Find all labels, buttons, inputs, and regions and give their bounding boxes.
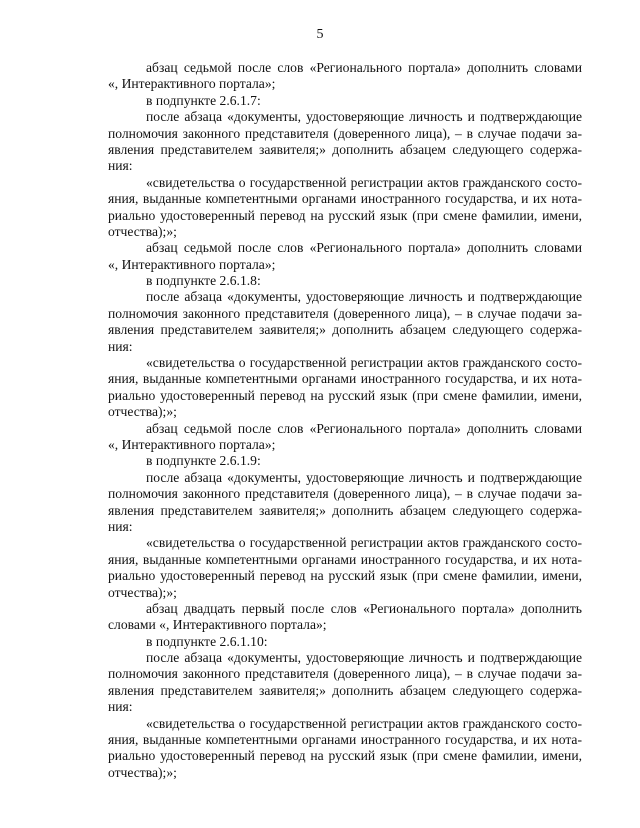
text-line: «свидетельства о государственной регистрации актов гражданского состо- — [146, 174, 582, 190]
text-line: отчества);»; — [108, 223, 177, 239]
text-line: полномочия законного представителя (доверенного лица), – в случае подачи за- — [108, 305, 582, 321]
text-line: в подпункте 2.6.1.10: — [146, 633, 268, 649]
text-line: отчества);»; — [108, 404, 177, 420]
text-line: абзац седьмой после слов «Регионального портала» дополнить словами — [146, 420, 582, 436]
text-line: отчества);»; — [108, 764, 177, 780]
text-line: яния, выданные компетентными органами иностранного государства, и их нота- — [108, 371, 582, 387]
text-line: абзац седьмой после слов «Регионального портала» дополнить словами — [146, 240, 582, 256]
text-line: после абзаца «документы, удостоверяющие личность и подтверждающие — [146, 109, 582, 125]
text-line: риально удостоверенный перевод на русский язык (при смене фамилии, имени, — [108, 387, 582, 403]
text-line: после абзаца «документы, удостоверяющие личность и подтверждающие — [146, 469, 582, 485]
text-line: ния: — [108, 699, 133, 715]
text-line: «, Интерактивного портала»; — [108, 76, 276, 92]
text-line: полномочия законного представителя (доверенного лица), – в случае подачи за- — [108, 486, 582, 502]
text-line: после абзаца «документы, удостоверяющие личность и подтверждающие — [146, 650, 582, 666]
text-line: после абзаца «документы, удостоверяющие личность и подтверждающие — [146, 289, 582, 305]
text-line: в подпункте 2.6.1.8: — [146, 273, 261, 289]
text-line: явления представителем заявителя;» дополнить абзацем следующего содержа- — [108, 322, 582, 338]
text-line: абзац двадцать первый после слов «Регионального портала» дополнить — [146, 600, 582, 616]
text-line: «, Интерактивного портала»; — [108, 436, 276, 452]
text-line: полномочия законного представителя (доверенного лица), – в случае подачи за- — [108, 125, 582, 141]
text-line: ния: — [108, 158, 133, 174]
text-line: «свидетельства о государственной регистрации актов гражданского состо- — [146, 535, 582, 551]
text-line: явления представителем заявителя;» дополнить абзацем следующего содержа- — [108, 682, 582, 698]
text-line: «свидетельства о государственной регистрации актов гражданского состо- — [146, 355, 582, 371]
text-line: абзац седьмой после слов «Регионального портала» дополнить словами — [146, 60, 582, 75]
text-line: явления представителем заявителя;» дополнить абзацем следующего содержа- — [108, 502, 582, 518]
text-line: яния, выданные компетентными органами иностранного государства, и их нота- — [108, 551, 582, 567]
text-line: «свидетельства о государственной регистрации актов гражданского состо- — [146, 715, 582, 731]
text-line: ния: — [108, 518, 133, 534]
text-line: «, Интерактивного портала»; — [108, 256, 276, 272]
text-line: в подпункте 2.6.1.7: — [146, 92, 261, 108]
page-number: 5 — [316, 27, 324, 42]
text-line: яния, выданные компетентными органами иностранного государства, и их нота- — [108, 732, 582, 748]
document-body — [108, 60, 582, 781]
text-line: яния, выданные компетентными органами иностранного государства, и их нота- — [108, 191, 582, 207]
text-line: отчества);»; — [108, 584, 177, 600]
text-line: ния: — [108, 338, 133, 354]
text-line: риально удостоверенный перевод на русский язык (при смене фамилии, имени, — [108, 748, 582, 764]
text-line: риально удостоверенный перевод на русский язык (при смене фамилии, имени, — [108, 568, 582, 584]
text-line: полномочия законного представителя (доверенного лица), – в случае подачи за- — [108, 666, 582, 682]
text-line: в подпункте 2.6.1.9: — [146, 453, 261, 469]
text-line: риально удостоверенный перевод на русский язык (при смене фамилии, имени, — [108, 207, 582, 223]
text-line: явления представителем заявителя;» дополнить абзацем следующего содержа- — [108, 141, 582, 157]
text-line: словами «, Интерактивного портала»; — [108, 617, 327, 633]
